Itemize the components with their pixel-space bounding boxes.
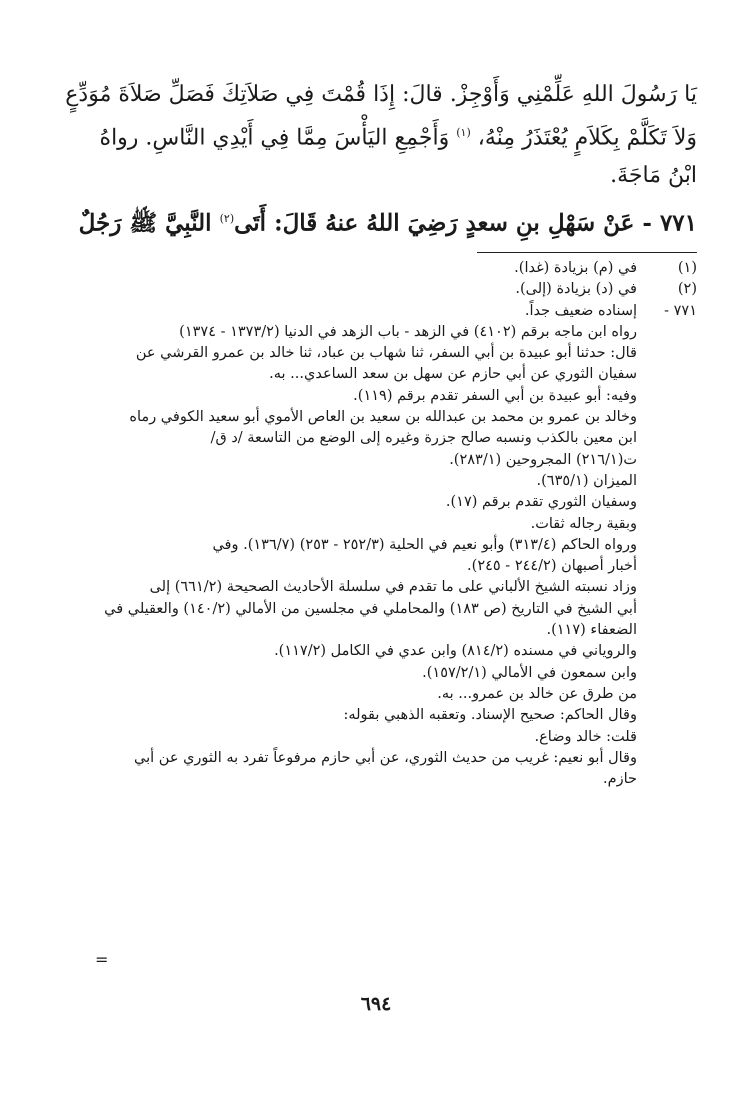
footnote-ref[interactable]: (١) xyxy=(456,126,471,139)
commentary-line: وابن سمعون في الأمالي (١٥٧/٢/١). xyxy=(422,664,637,681)
page-number: ٦٩٤ xyxy=(360,993,392,1015)
commentary-line: سفيان الثوري عن أبي حازم عن سهل بن سعد الساعدي... به. xyxy=(269,366,637,383)
footnotes xyxy=(52,258,697,790)
commentary-line: وخالد بن عمرو بن محمد بن عبدالله بن سعيد بن العاص الأموي أبو سعيد الكوفي رماه xyxy=(129,409,637,426)
hadith-text-continuation xyxy=(52,76,697,195)
commentary-line: الميزان (٦٣٥/١). xyxy=(536,472,637,489)
footnote-text: في (د) بزيادة (إلى). xyxy=(515,281,637,298)
footnote-text: إسناده ضعيف جداً. xyxy=(524,302,637,319)
commentary-line: أخبار أصبهان (٢٤٤/٢ - ٢٤٥). xyxy=(467,558,637,575)
commentary-line: وسفيان الثوري تقدم برقم (١٧). xyxy=(445,494,637,511)
hadith-text: عَنْ سَهْلِ بنِ سعدٍ رَضِيَ اللهُ عنهُ قَالَ: أَتَى xyxy=(234,209,635,237)
footnote xyxy=(52,301,697,322)
commentary-line: وبقية رجاله ثقات. xyxy=(530,515,637,532)
commentary-line: وزاد نسبته الشيخ الألباني على ما تقدم في سلسلة الأحاديث الصحيحة (٦٦١/٢) إلى xyxy=(149,579,637,596)
commentary-line: والروياني في مسنده (٨١٤/٢) وابن عدي في الكامل (١١٧/٢). xyxy=(274,643,637,660)
commentary-line: أبي الشيخ في التاريخ (ص ١٨٣) والمحاملي في مجلسين من الأمالي (١٤٠/٢) والعقيلي في xyxy=(104,600,637,617)
hadith-771 xyxy=(52,200,697,243)
footnote xyxy=(52,279,697,300)
continuation-mark: = xyxy=(95,950,109,969)
commentary-line: وقال الحاكم: صحيح الإسناد. وتعقبه الذهبي بقوله: xyxy=(343,707,637,724)
footnote-mark: (٢) xyxy=(677,281,697,298)
commentary-line: الضعفاء (١١٧). xyxy=(546,622,637,639)
footnote-text: في (م) بزيادة (غدا). xyxy=(514,260,637,276)
commentary-line: قلت: خالد وضاع. xyxy=(534,728,637,745)
commentary-line: ورواه الحاكم (٣١٣/٤) وأبو نعيم في الحلية (٢٥٢/٣ - ٢٥٣) (١٣٦/٧). وفي xyxy=(212,536,637,553)
footnote-mark: (١) xyxy=(677,260,697,276)
commentary-line: وفيه: أبو عبيدة بن أبي السفر تقدم برقم (١١٩). xyxy=(353,387,637,404)
commentary-line: من طرق عن خالد بن عمرو... به. xyxy=(437,685,637,702)
footnote-separator xyxy=(477,252,697,253)
footnote-ref[interactable]: (٢) xyxy=(219,212,235,225)
hadith-text: النَّبِيَّ ﷺ رَجُلٌ xyxy=(78,209,212,237)
commentary-line: ابن معين بالكذب ونسبه صالح جزرة وغيره إلى الوضع من التاسعة /د ق/ xyxy=(210,430,637,447)
commentary-line: ت(٢١٦/١) المجروحين (٢٨٣/١). xyxy=(449,451,637,468)
footnote xyxy=(52,258,697,279)
footnote-mark: ٧٧١ - xyxy=(664,302,697,319)
commentary-line: وقال أبو نعيم: غريب من حديث الثوري، عن أبي حازم مرفوعاً تفرد به الثوري عن أبي xyxy=(134,749,637,766)
text-segment: وَلاَ تَكَلَّمْ بِكَلاَمٍ يُعْتَذَرُ مِنْهُ، xyxy=(477,125,697,151)
commentary xyxy=(52,322,637,791)
text-line xyxy=(52,114,697,157)
commentary-line: رواه ابن ماجه برقم (٤١٠٢) في الزهد - باب الزهد في الدنيا (١٣٧٣/٢ - ١٣٧٤) xyxy=(179,323,637,340)
text-line: ابْنُ مَاجَةَ. xyxy=(610,163,697,189)
hadith-number: ٧٧١ - xyxy=(642,209,697,237)
text-segment: وَأَجْمِعِ اليَأْسَ مِمَّا فِي أَيْدِي النَّاسِ. رواهُ xyxy=(99,125,450,151)
commentary-line: حازم. xyxy=(603,771,637,788)
commentary-line: قال: حدثنا أبو عبيدة بن أبي السفر، ثنا شهاب بن عباد، ثنا خالد بن عمرو القرشي عن xyxy=(135,345,637,362)
text-line: يَا رَسُولَ اللهِ عَلِّمْنِي وَأَوْجِزْ. قالَ: إِذَا قُمْتَ فِي صَلاَتِكَ فَصَلِّ صَلاَةَ مُوَدِّعٍ xyxy=(65,82,697,107)
